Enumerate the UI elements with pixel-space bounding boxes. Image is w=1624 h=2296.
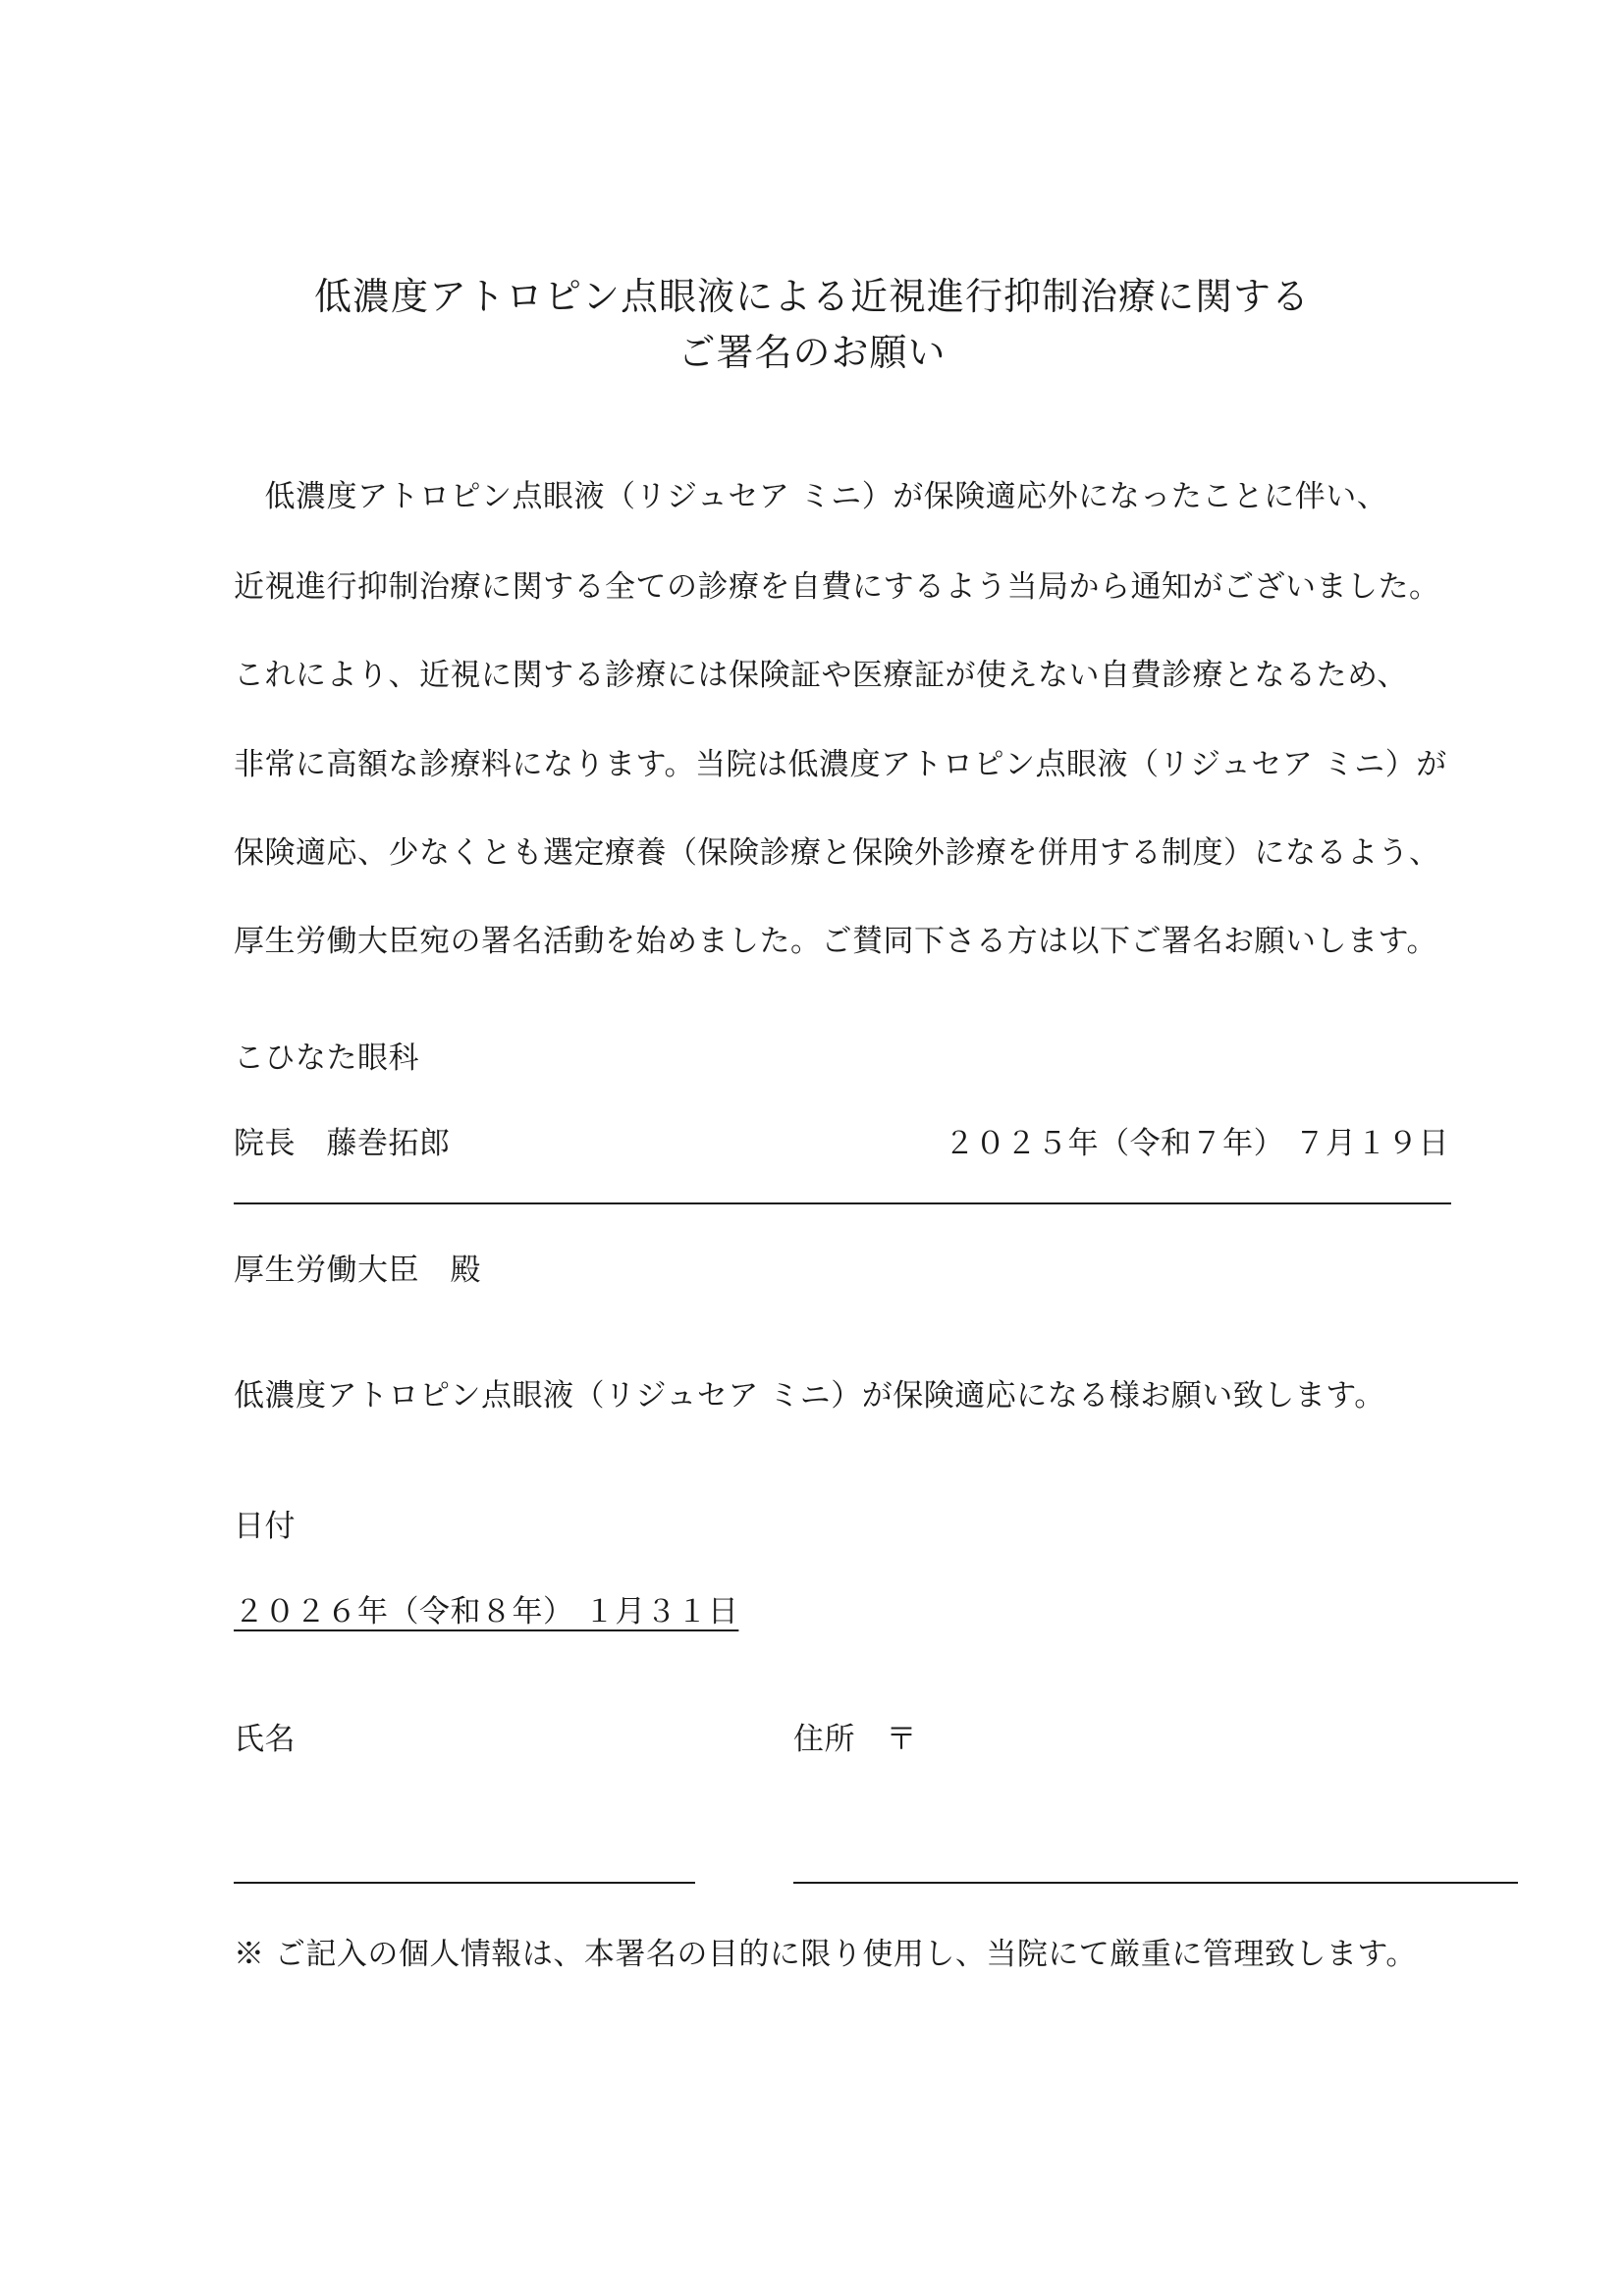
- body-line-6: 厚生労働大臣宛の署名活動を始めました。ご賛同下さる方は以下ご署名お願いします。: [234, 924, 1438, 959]
- date-label: 日付: [234, 1509, 296, 1544]
- addressee: 厚生労働大臣 殿: [234, 1253, 481, 1288]
- name-signature-line[interactable]: [234, 1882, 695, 1884]
- body-line-3: これにより、近視に関する診療には保険証や医療証が使えない自費診療となるため、: [234, 658, 1408, 693]
- name-label: 氏名: [234, 1722, 296, 1757]
- clinic-director: 院長 藤巻拓郎: [234, 1126, 451, 1161]
- address-label: 住所 〒: [793, 1722, 917, 1757]
- privacy-note: ※ ご記入の個人情報は、本署名の目的に限り使用し、当院にて厳重に管理致します。: [234, 1937, 1417, 1972]
- petition-request: 低濃度アトロピン点眼液（リジュセア ミニ）が保険適応になる様お願い致します。: [234, 1378, 1385, 1414]
- document-title-line-1: 低濃度アトロピン点眼液による近視進行抑制治療に関する: [313, 275, 1310, 318]
- issue-date: ２０２５年（令和７年） ７月１９日: [944, 1126, 1449, 1161]
- clinic-name: こひなた眼科: [234, 1041, 419, 1076]
- address-signature-line[interactable]: [793, 1882, 1518, 1884]
- body-line-4: 非常に高額な診療料になります。当院は低濃度アトロピン点眼液（リジュセア ミニ）が: [234, 747, 1447, 782]
- section-divider: [234, 1202, 1451, 1204]
- date-field[interactable]: ２０２６年（令和８年） １月３１日: [234, 1594, 739, 1629]
- body-line-2: 近視進行抑制治療に関する全ての診療を自費にするよう当局から通知がございました。: [234, 569, 1440, 605]
- body-line-5: 保険適応、少なくとも選定療養（保険診療と保険外診療を併用する制度）になるよう、: [234, 835, 1440, 871]
- body-line-1: 低濃度アトロピン点眼液（リジュセア ミニ）が保険適応外になったことに伴い、: [234, 479, 1388, 514]
- document-title-line-2: ご署名のお願い: [677, 331, 947, 374]
